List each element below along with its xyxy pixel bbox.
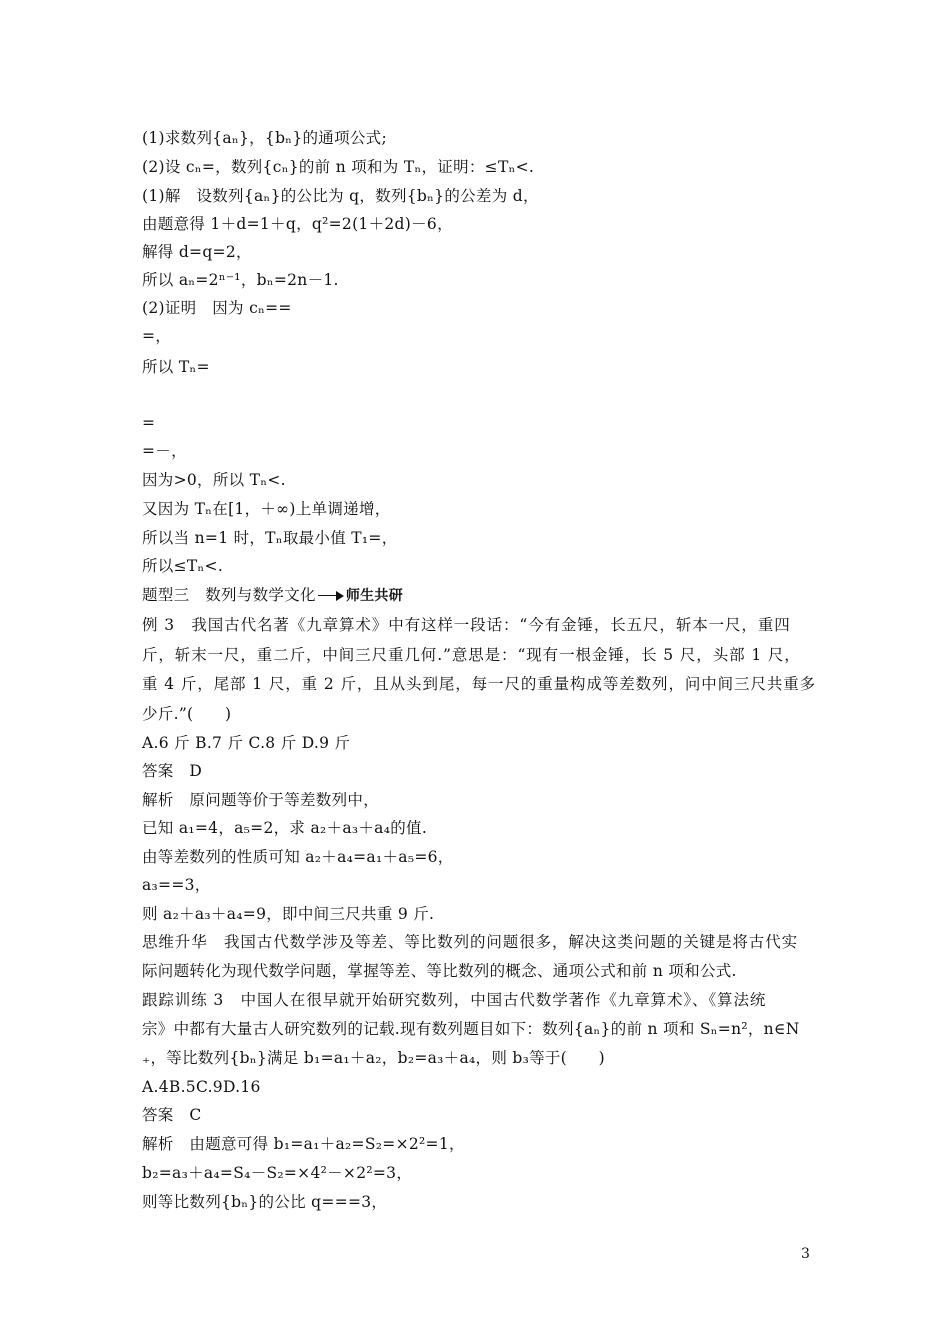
text-line: 所以 Tₙ=	[142, 358, 210, 376]
page-number: 3	[801, 1246, 810, 1262]
section-title: 题型三 数列与数学文化	[142, 586, 316, 604]
answer-options: A.6 斤 B.7 斤 C.8 斤 D.9 斤	[142, 734, 351, 752]
text-line: 例 3 我国古代名著《九章算术》中有这样一段话：“今有金锤，长五尺，斩本一尺，重四	[142, 616, 791, 634]
text-line: =－，	[142, 442, 187, 460]
text-line: a₃==3，	[142, 876, 211, 894]
text-line: (1)解 设数列{aₙ}的公比为 q，数列{bₙ}的公差为 d，	[142, 187, 539, 205]
text-line: 宗》中都有大量古人研究数列的记载.现有数列题目如下：数列{aₙ}的前 n 项和 Sₙ=n²，n∈N	[142, 1020, 800, 1038]
text-line: 已知 a₁=4，a₅=2，求 a₂＋a₃＋a₄的值.	[142, 819, 428, 837]
section-heading	[142, 585, 403, 606]
arrow-icon	[318, 591, 344, 601]
text-line: 则等比数列{bₙ}的公比 q===3，	[142, 1193, 388, 1211]
text-line: =，	[142, 327, 172, 345]
text-line: 则 a₂＋a₃＋a₄=9，即中间三尺共重 9 斤.	[142, 905, 435, 923]
text-line: 解析 原问题等价于等差数列中，	[142, 791, 380, 809]
section-tag: 师生共研	[318, 586, 403, 606]
text-line: 思维升华 我国古代数学涉及等差、等比数列的问题很多，解决这类问题的关键是将古代实	[142, 933, 799, 951]
text-line: =	[142, 414, 156, 432]
text-line: 由等差数列的性质可知 a₂＋a₄=a₁＋a₅=6，	[142, 848, 454, 866]
text-line: 因为>0，所以 Tₙ<.	[142, 471, 286, 489]
text-line: ₊，等比数列{bₙ}满足 b₁=a₁＋a₂，b₂=a₃＋a₄，则 b₃等于( )	[142, 1049, 605, 1067]
text-line: 所以当 n=1 时，Tₙ取最小值 T₁=，	[142, 529, 398, 547]
answer-options: A.4B.5C.9D.16	[142, 1078, 261, 1096]
text-line: 跟踪训练 3 中国人在很早就开始研究数列，中国古代数学著作《九章算术》、《算法统	[142, 991, 767, 1009]
text-line: 少斤.”( )	[142, 705, 232, 723]
text-line: 斤，斩末一尺，重二斤，中间三尺重几何.”意思是：“现有一根金锤，长 5 尺，头部 1 尺，	[142, 646, 801, 664]
text-line: 际问题转化为现代数学问题，掌握等差、等比数列的概念、通项公式和前 n 项和公式.	[142, 962, 737, 980]
text-line: 所以 aₙ=2ⁿ⁻¹，bₙ=2n－1.	[142, 271, 339, 289]
text-line: (2)设 cₙ=，数列{cₙ}的前 n 项和为 Tₙ，证明：≤Tₙ<.	[142, 158, 535, 176]
text-line: 所以≤Tₙ<.	[142, 557, 224, 575]
text-line: 又因为 Tₙ在[1，＋∞)上单调递增，	[142, 500, 391, 518]
text-line: 解得 d=q=2，	[142, 243, 252, 261]
text-line: 由题意得 1＋d=1＋q，q²=2(1＋2d)－6，	[142, 215, 453, 233]
text-line: b₂=a₃＋a₄=S₄－S₂=×4²－×2²=3，	[142, 1164, 413, 1182]
text-line: (1)求数列{aₙ}，{bₙ}的通项公式;	[142, 129, 387, 147]
answer: 答案 D	[142, 762, 203, 780]
answer: 答案 C	[142, 1106, 202, 1124]
text-line: 解析 由题意可得 b₁=a₁＋a₂=S₂=×2²=1，	[142, 1135, 465, 1153]
text-line: (2)证明 因为 cₙ==	[142, 299, 292, 317]
text-line: 重 4 斤，尾部 1 尺，重 2 斤，且从头到尾，每一尺的重量构成等差数列，问中间三尺共重多	[142, 675, 817, 693]
